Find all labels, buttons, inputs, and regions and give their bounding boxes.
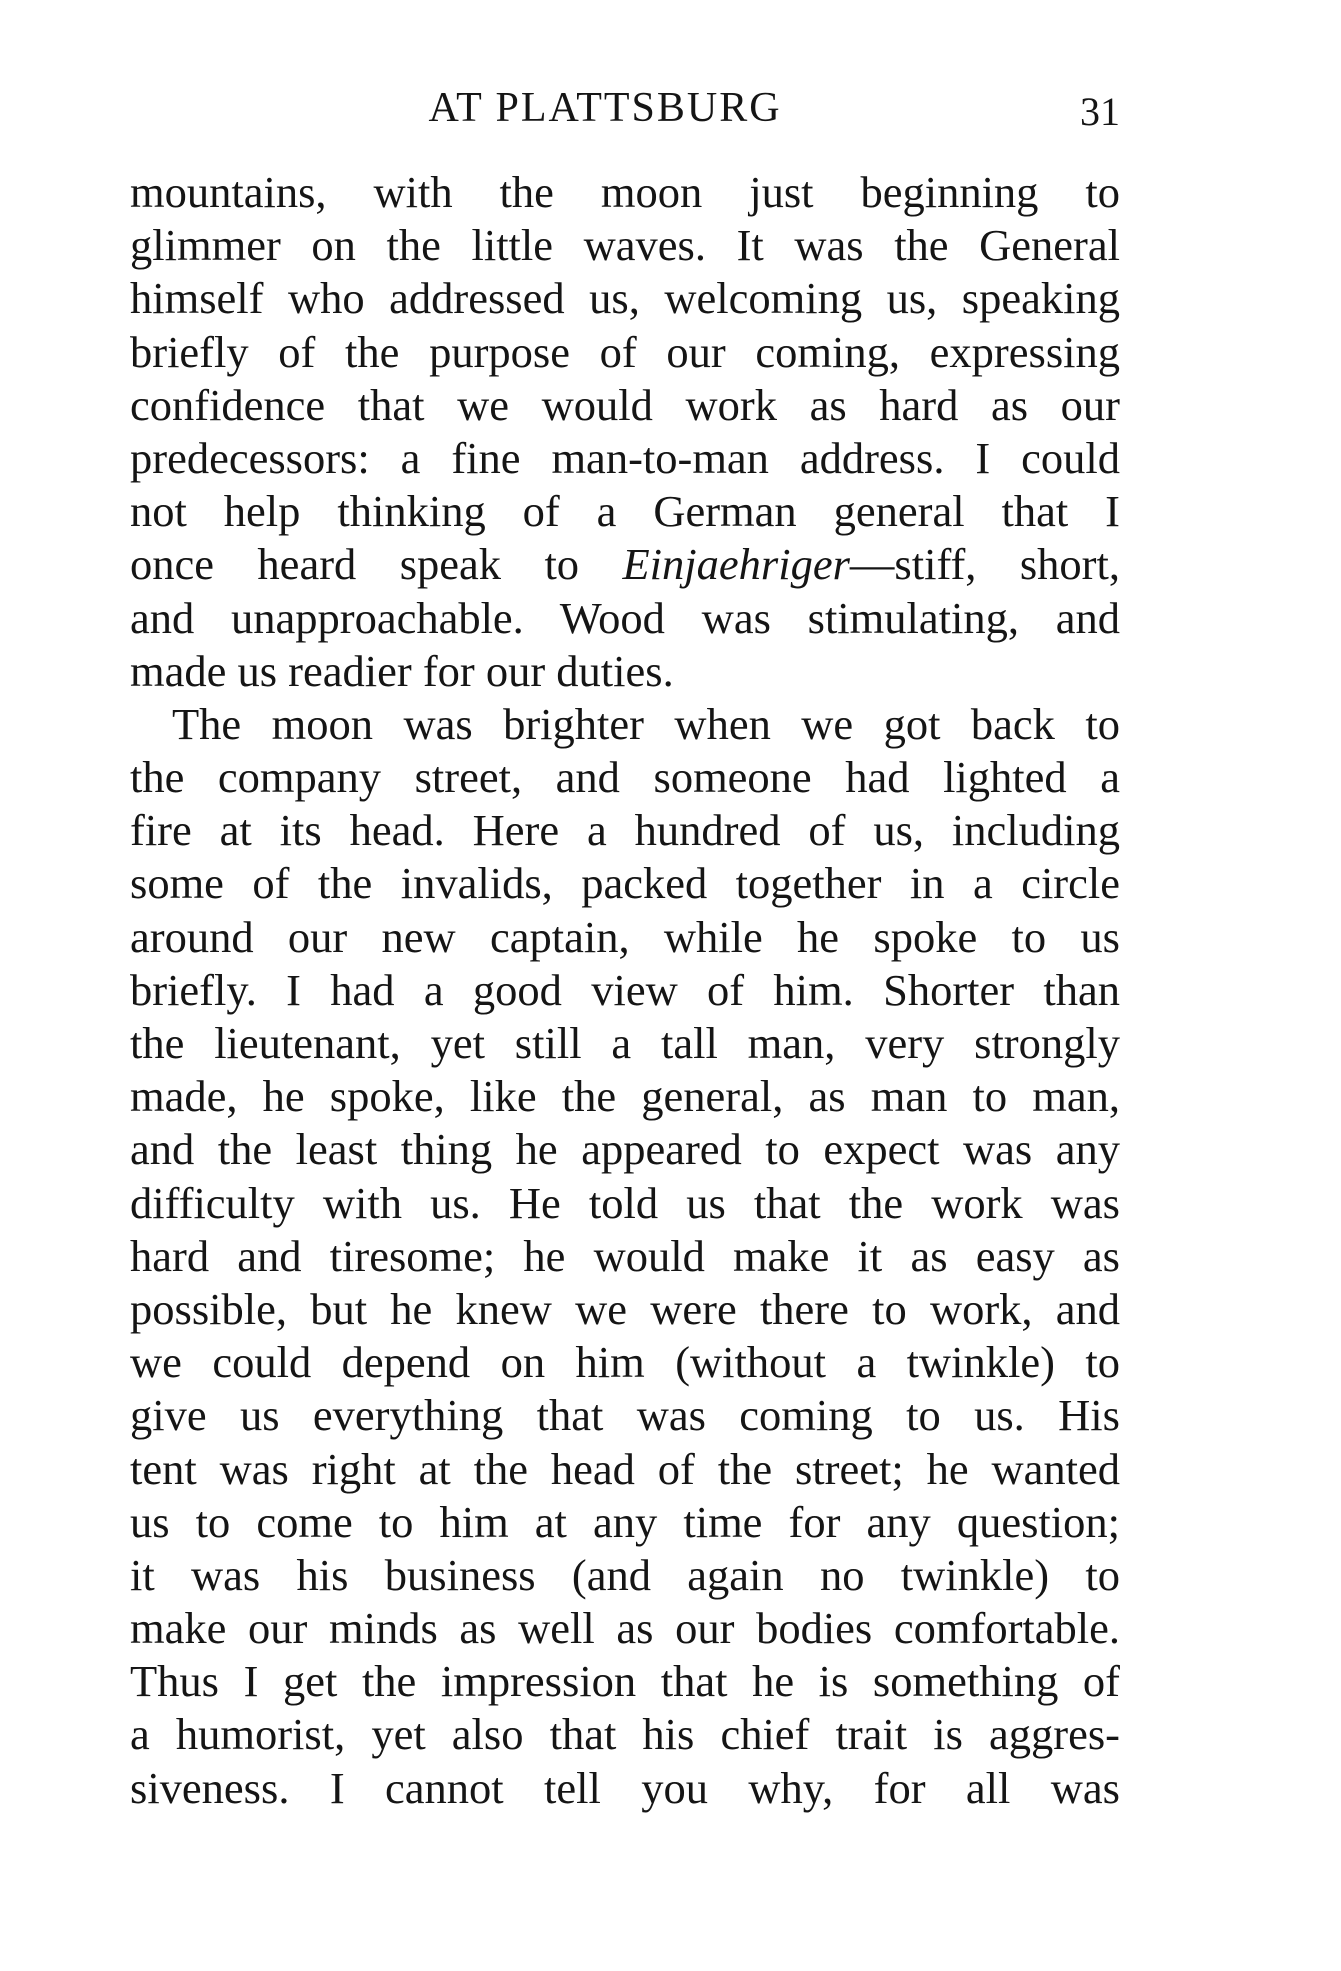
text-line: make our minds as well as our bodies comfortable. (130, 1603, 1120, 1654)
body-text (130, 166, 1120, 1815)
text-line: confidence that we would work as hard as our (130, 379, 1120, 430)
text-line: us to come to him at any time for any question; (130, 1496, 1120, 1547)
text-line: around our new captain, while he spoke to us (130, 911, 1120, 962)
text-line: predecessors: a fine man-to-man address. I could (130, 432, 1120, 483)
text-line: give us everything that was coming to us. His (130, 1390, 1120, 1441)
text-line: difficulty with us. He told us that the work was (130, 1177, 1120, 1228)
text-line: mountains, with the moon just beginning to (130, 167, 1120, 217)
text-line: fire at its head. Here a hundred of us, including (130, 805, 1120, 856)
text-line: hard and tiresome; he would make it as easy as (130, 1230, 1120, 1281)
text-segment: —stiff, short, (849, 539, 1120, 590)
text-line: The moon was brighter when we got back to (172, 698, 1120, 749)
running-head (130, 78, 1120, 138)
text-line (130, 538, 1120, 591)
text-line: the lieutenant, yet still a tall man, very strongly (130, 1018, 1120, 1068)
text-line: siveness. I cannot tell you why, for all was (130, 1762, 1120, 1813)
text-line: some of the invalids, packed together in a circle (130, 858, 1120, 909)
italic-foreign-word: Einjaehriger (622, 539, 850, 590)
text-line: tent was right at the head of the street; he wanted (130, 1443, 1120, 1494)
text-line: not help thinking of a German general that I (130, 486, 1120, 537)
running-title: AT PLATTSBURG (428, 85, 782, 131)
text-line: the company street, and someone had lighted a (130, 752, 1120, 803)
text-line: himself who addressed us, welcoming us, speaking (130, 273, 1120, 324)
text-line: made, he spoke, like the general, as man to man, (130, 1071, 1120, 1122)
page-number: 31 (1080, 89, 1120, 134)
text-line: made us readier for our duties. (130, 645, 674, 696)
text-segment: once heard speak to (130, 539, 623, 590)
text-line: it was his business (and again no twinkle) to (130, 1549, 1120, 1600)
text-line: glimmer on the little waves. It was the General (130, 220, 1120, 271)
text-line: a humorist, yet also that his chief trait is aggres- (130, 1709, 1120, 1760)
text-line: we could depend on him (without a twinkle) to (130, 1337, 1120, 1388)
text-line: Thus I get the impression that he is something of (130, 1656, 1120, 1707)
text-line: briefly. I had a good view of him. Shorter than (130, 964, 1120, 1015)
text-line: and the least thing he appeared to expect was any (130, 1124, 1120, 1175)
text-line: possible, but he knew we were there to work, and (130, 1283, 1120, 1334)
text-line: briefly of the purpose of our coming, expressing (130, 326, 1120, 377)
text-line: and unapproachable. Wood was stimulating, and (130, 592, 1120, 643)
